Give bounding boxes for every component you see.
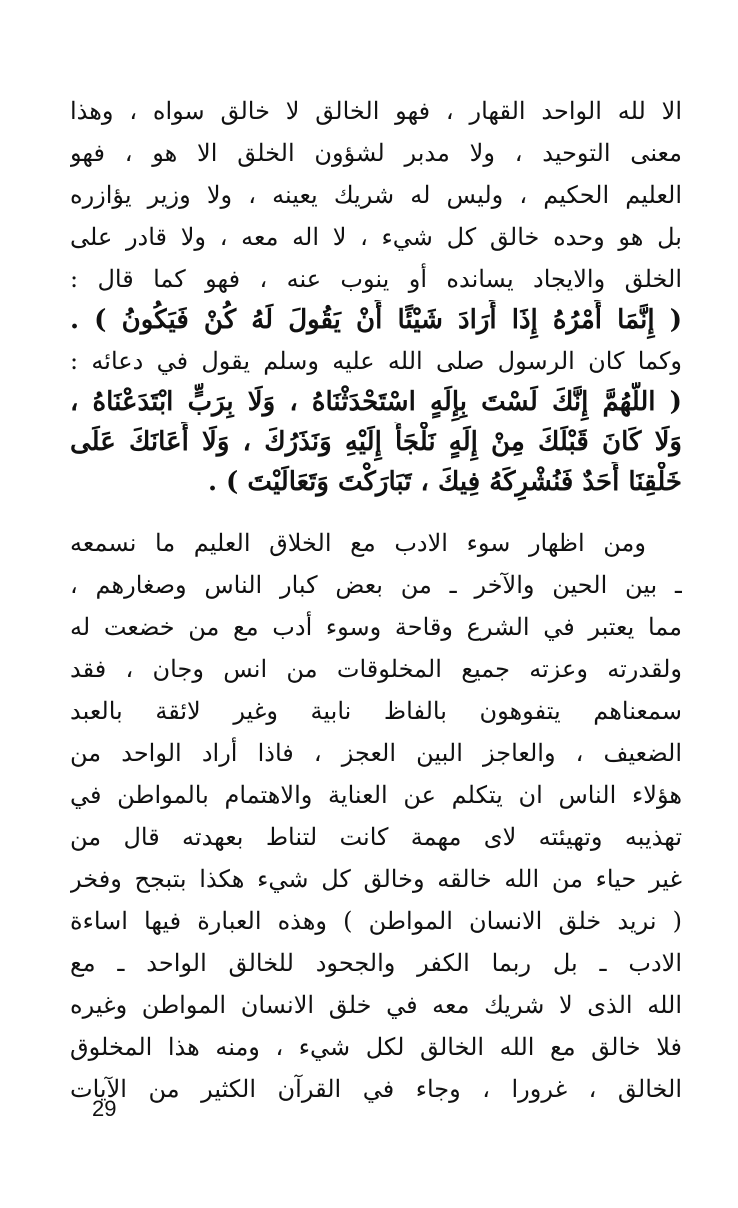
- text-line: بل هو وحده خالق كل شيء ، لا اله معه ، ولا قادر على: [70, 223, 682, 251]
- page-number: 29: [92, 1096, 117, 1121]
- text-line: العليم الحكيم ، وليس له شريك يعينه ، ولا وزير يؤازره: [70, 181, 682, 209]
- text-line: معنى التوحيد ، ولا مدبر لشؤون الخلق الا هو ، فهو: [70, 139, 682, 167]
- page-text: [70, 90, 682, 1110]
- text-line: سمعناهم يتفوهون بالفاظ نابية وغير لائقة بالعبد: [70, 697, 682, 725]
- text-line: ولقدرته وعزته جميع المخلوقات من انس وجان ، فقد: [70, 655, 682, 683]
- text-line: ومن اظهار سوء الادب مع الخلاق العليم ما نسمعه: [70, 529, 646, 557]
- text-line: غير حياء من الله خالقه وخالق كل شيء هكذا بتبجح وفخر: [70, 865, 682, 893]
- text-line: الخلق والايجاد يسانده أو ينوب عنه ، فهو كما قال :: [70, 265, 682, 293]
- text-line: الخالق ، غرورا ، وجاء في القرآن الكثير من الآيات: [70, 1075, 682, 1103]
- text-line: الله الذى لا شريك معه في خلق الانسان المواطن وغيره: [70, 991, 682, 1019]
- text-line: مما يعتبر في الشرع وقاحة وسوء أدب مع من خضعت له: [70, 613, 682, 641]
- text-line: الا لله الواحد القهار ، فهو الخالق لا خالق سواه ، وهذا: [70, 97, 682, 125]
- dua-intro: وكما كان الرسول صلى الله عليه وسلم يقول في دعائه :: [70, 347, 682, 375]
- quran-verse: ( إِنَّمَا أَمْرُهُ إِذَا أَرَادَ شَيْئًا أَنْ يَقُولَ لَهُ كُنْ فَيَكُونُ ) .: [70, 305, 682, 335]
- text-line: فلا خالق مع الله الخالق لكل شيء ، ومنه هذا المخلوق: [70, 1033, 682, 1061]
- text-line: تهذيبه وتهيئته لاى مهمة كانت لتناط بعهدته قال من: [70, 823, 682, 851]
- dua-line: وَلَا كَانَ قَبْلَكَ مِنْ إِلَهٍ نَلْجَأُ إِلَيْهِ وَنَذَرُكَ ، وَلَا أَعَانَكَ عَلَى: [70, 427, 682, 457]
- text-line: الادب ـ بل ربما الكفر والجحود للخالق الواحد ـ مع: [70, 949, 682, 977]
- text-line: هؤلاء الناس ان يتكلم عن العناية والاهتمام بالمواطن في: [70, 781, 682, 809]
- text-line: ـ بين الحين والآخر ـ من بعض كبار الناس وصغارهم ،: [70, 571, 682, 599]
- paragraph-gap: [70, 502, 682, 522]
- dua-line: خَلْقِنَا أَحَدٌ فَنُشْرِكَهُ فِيكَ ، تَبَارَكْتَ وَتَعَالَيْتَ ) .: [207, 467, 682, 497]
- text-line: الضعيف ، والعاجز البين العجز ، فاذا أراد الواحد من: [70, 739, 682, 767]
- dua-line: ( اللَّهُمَّ إِنَّكَ لَسْتَ بِإِلَهٍ اسْتَحْدَثْنَاهُ ، وَلَا بِرَبٍّ ابْتَدَعْنَاهُ ،: [70, 387, 682, 417]
- text-line: ( نريد خلق الانسان المواطن ) وهذه العبارة فيها اساءة: [70, 907, 682, 935]
